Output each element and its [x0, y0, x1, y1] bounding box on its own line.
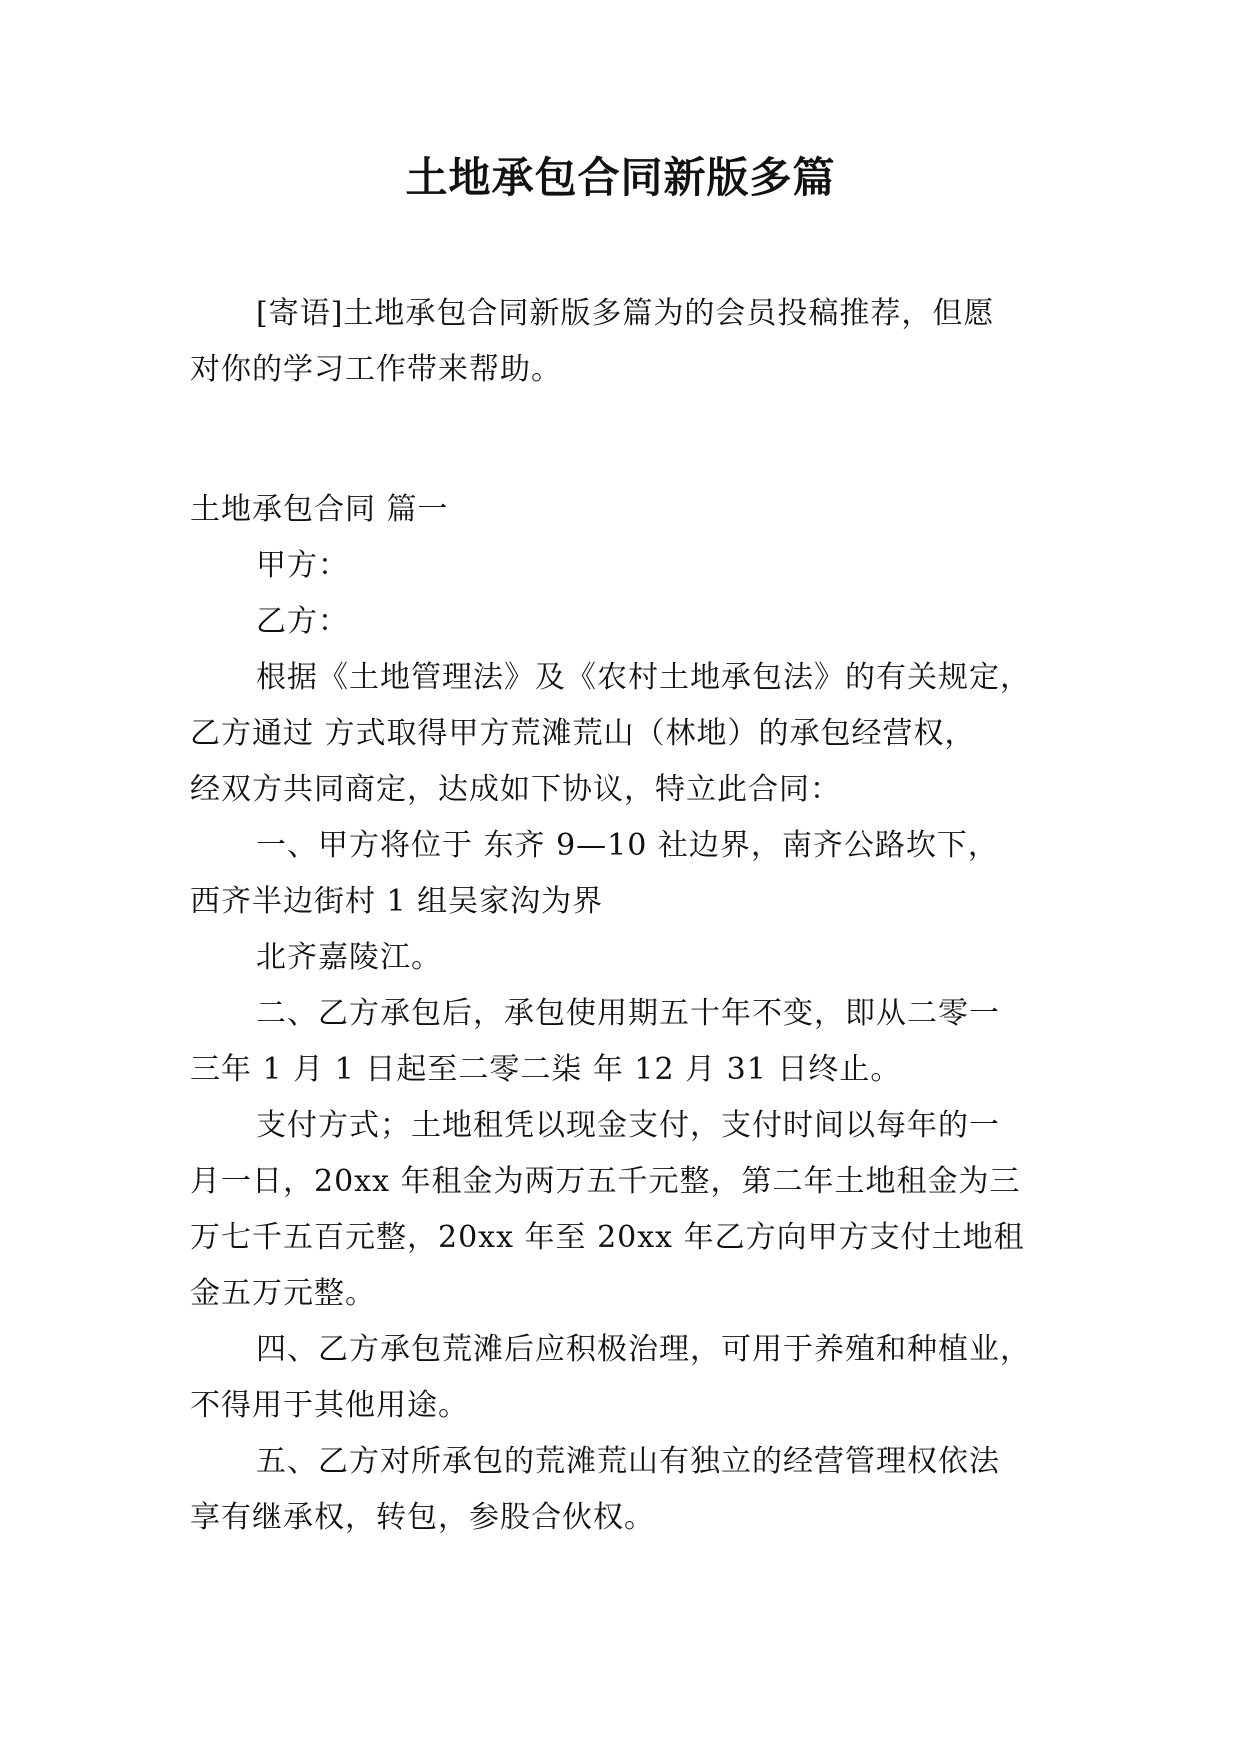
- section-heading: 土地承包合同 篇一: [190, 492, 449, 527]
- paragraph-line: 二、乙方承包后，承包使用期五十年不变，即从二零一: [256, 996, 1000, 1031]
- clause-five: [190, 1434, 1050, 1546]
- paragraph-line: 北齐嘉陵江。: [256, 940, 442, 975]
- paragraph-basis: [190, 650, 1050, 818]
- paragraph-line: 三年 1 月 1 日起至二零二柒 年 12 月 31 日终止。: [190, 1052, 902, 1087]
- paragraph-line: 经双方共同商定，达成如下协议，特立此合同：: [190, 772, 841, 807]
- paragraph-line: 金五万元整。: [190, 1276, 376, 1311]
- party-a-label: 甲方：: [256, 548, 349, 583]
- clause-two: [190, 986, 1050, 1098]
- paragraph-line: 万七千五百元整，20xx 年至 20xx 年乙方向甲方支付土地租: [190, 1220, 1025, 1255]
- paragraph-line: 五、乙方对所承包的荒滩荒山有独立的经营管理权依法: [256, 1444, 1000, 1479]
- paragraph-line: 根据《土地管理法》及《农村土地承包法》的有关规定，: [256, 660, 1031, 695]
- intro-paragraph: [190, 286, 1050, 398]
- paragraph-line: 乙方通过 方式取得甲方荒滩荒山（林地）的承包经营权，: [190, 716, 976, 751]
- paragraph-line: 不得用于其他用途。: [190, 1388, 469, 1423]
- party-b-label: 乙方：: [256, 604, 349, 639]
- clause-four: [190, 1322, 1050, 1434]
- clause-one: [190, 818, 1050, 986]
- payment-terms: [190, 1098, 1050, 1322]
- paragraph-line: 月一日，20xx 年租金为两万五千元整，第二年土地租金为三: [190, 1164, 1021, 1199]
- paragraph-line: 享有继承权，转包，参股合伙权。: [190, 1500, 655, 1535]
- paragraph-gap: [190, 398, 1050, 482]
- document-title: 土地承包合同新版多篇: [405, 153, 836, 202]
- intro-line: [寄语]土地承包合同新版多篇为的会员投稿推荐，但愿: [256, 296, 995, 331]
- document-body: [190, 286, 1050, 1546]
- paragraph-line: 西齐半边街村 1 组吴家沟为界: [190, 884, 604, 919]
- intro-line: 对你的学习工作带来帮助。: [190, 352, 562, 387]
- paragraph-line: 一、甲方将位于 东齐 9—10 社边界，南齐公路坎下，: [256, 828, 999, 863]
- paragraph-line: 四、乙方承包荒滩后应积极治理，可用于养殖和种植业，: [256, 1332, 1031, 1367]
- paragraph-line: 支付方式；土地租凭以现金支付，支付时间以每年的一: [256, 1108, 1000, 1143]
